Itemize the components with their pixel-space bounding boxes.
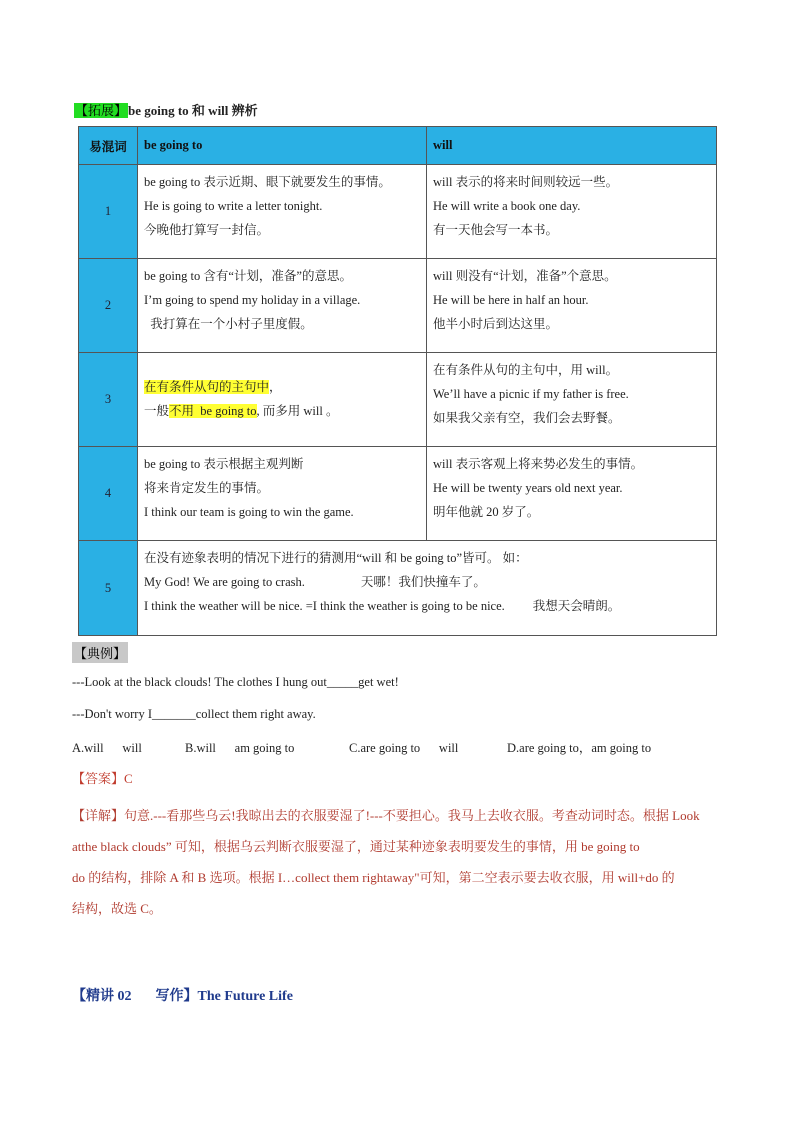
extension-title: be going to 和 will 辨析 (128, 103, 258, 118)
options-line (72, 738, 651, 756)
cell-text: 一般 (144, 404, 170, 418)
table-row (79, 447, 717, 541)
highlighted-text: 不用 be going to (169, 404, 257, 418)
table-row (79, 165, 717, 259)
cell-line: I think our team is going to win the game. (144, 505, 354, 519)
question-line-1: ---Look at the black clouds! The clothes I hung out_____get wet! (72, 675, 399, 689)
be-going-to-cell (138, 447, 427, 541)
writing-tag: 【精讲 02 (72, 989, 132, 1004)
cell-text: 我想天会晴朗。 (532, 599, 621, 613)
will-cell (427, 353, 717, 447)
answer-line: 【答案】C (72, 771, 133, 786)
be-going-to-cell (138, 165, 427, 259)
cell-line: 明年他就 20 岁了。 (433, 505, 540, 519)
header-cell: will (427, 127, 717, 165)
cell-text: I think the weather will be nice. =I think the weather is going to be nice. (144, 599, 505, 613)
table-header-row (79, 127, 717, 165)
writing-title: 写作】The Future Life (155, 989, 293, 1004)
writing-section-heading (72, 985, 293, 1005)
cell-line: will 则没有“计划，准备”个意思。 (433, 269, 617, 283)
cell-line: 我打算在一个小村子里度假。 (144, 317, 313, 331)
shared-cell (138, 541, 717, 636)
cell-line: 如果我父亲有空，我们会去野餐。 (433, 411, 621, 425)
cell-text: , 而多用 will 。 (256, 404, 339, 418)
will-cell (427, 259, 717, 353)
cell-line: We’ll have a picnic if my father is free. (433, 387, 629, 401)
cell-line: 在没有迹象表明的情况下进行的猜测用“will 和 be going to”皆可。 如： (144, 551, 528, 565)
cell-text: 天哪！我们快撞车了。 (360, 575, 486, 589)
cell-line: be going to 表示根据主观判断 (144, 457, 304, 471)
be-going-to-cell (138, 353, 427, 447)
table-row (79, 353, 717, 447)
row-number: 5 (79, 541, 138, 636)
cell-line (144, 599, 710, 614)
cell-line: be going to 表示近期、眼下就要发生的事情。 (144, 175, 391, 189)
comparison-table (78, 126, 717, 636)
cell-line: He will be here in half an hour. (433, 293, 589, 307)
cell-line: will 表示的将来时间则较远一些。 (433, 175, 619, 189)
cell-line: He will be twenty years old next year. (433, 481, 623, 495)
row-number: 3 (79, 353, 138, 447)
cell-line (144, 380, 420, 395)
cell-line: He will write a book one day. (433, 199, 581, 213)
cell-line: I’m going to spend my holiday in a village. (144, 293, 361, 307)
cell-text: My God! We are going to crash. (144, 575, 305, 589)
question-line-2: ---Don't worry I_______collect them right away. (72, 707, 316, 721)
option-c: C.are going to will (349, 741, 459, 755)
cell-line: 他半小时后到达这里。 (433, 317, 559, 331)
explanation-line: atthe black clouds” 可知，根据乌云判断衣服要湿了，通过某种迹象表明要发生的事情，用 be going to (72, 839, 640, 854)
option-b: B.will am going to (185, 741, 295, 755)
cell-line: 在有条件从句的主句中，用 will。 (433, 363, 619, 377)
cell-line: 今晚他打算写一封信。 (144, 223, 270, 237)
cell-line: will 表示客观上将来势必发生的事情。 (433, 457, 644, 471)
cell-text: ， (269, 380, 282, 394)
header-cell: be going to (138, 127, 427, 165)
header-cell: 易混词 (79, 127, 138, 165)
cell-line: be going to 含有“计划，准备”的意思。 (144, 269, 352, 283)
will-cell (427, 165, 717, 259)
explanation-line: 结构，故选 C。 (72, 901, 162, 916)
cell-line (144, 404, 420, 419)
table-row (79, 259, 717, 353)
explanation-line: do 的结构，排除 A 和 B 选项。根据 I…collect them rightaway"可知，第二空表示要去收衣服，用 will+do 的 (72, 870, 675, 885)
cell-line: 有一天他会写一本书。 (433, 223, 559, 237)
row-number: 4 (79, 447, 138, 541)
cell-line: He is going to write a letter tonight. (144, 199, 323, 213)
cell-line: 将来肯定发生的事情。 (144, 481, 270, 495)
explanation-line: 【详解】句意.---看那些乌云!我晾出去的衣服要湿了!---不要担心。我马上去收衣服。考查动词时态。根据 Look (72, 808, 700, 823)
option-d: D.are going to，am going to (507, 741, 652, 755)
cell-line (144, 575, 710, 590)
explanation-block (72, 800, 722, 924)
example-tag: 【典例】 (72, 642, 128, 663)
row-number: 2 (79, 259, 138, 353)
option-a: A.will will (72, 741, 142, 755)
table-row (79, 541, 717, 636)
extension-tag: 【拓展】 (75, 103, 128, 118)
highlighted-text: 在有条件从句的主句中 (144, 380, 270, 394)
extension-heading (74, 100, 258, 119)
be-going-to-cell (138, 259, 427, 353)
row-number: 1 (79, 165, 138, 259)
will-cell (427, 447, 717, 541)
